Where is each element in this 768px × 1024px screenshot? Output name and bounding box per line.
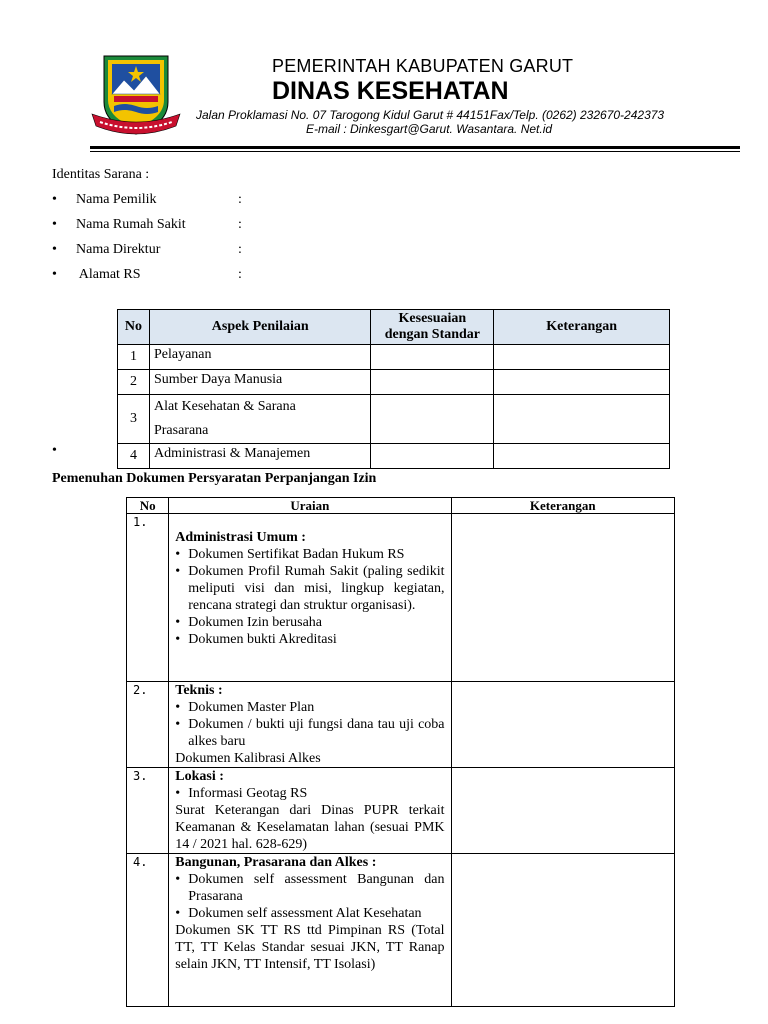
list-item: • Dokumen self assessment Bangunan dan Prasarana [175,872,445,904]
row-number: 1 [118,345,150,370]
uraian-title: Lokasi : [175,769,224,784]
field-label: Nama Pemilik [76,192,157,207]
field-label: Nama Direktur [76,242,161,257]
uraian-cell [169,514,451,682]
row-number: 4 [118,444,150,469]
field-label: Nama Rumah Sakit [76,217,186,232]
kesesuaian-cell[interactable] [371,444,494,469]
table-header-row [118,310,670,345]
bullet: • [52,242,57,257]
bullet: • [175,700,181,715]
uraian-cell [169,768,451,854]
table-row [127,768,675,854]
bullet: • [175,615,181,630]
keterangan-cell[interactable] [494,444,670,469]
document-requirements-table [126,497,675,1007]
bullet: • [175,564,181,579]
list-item: • Dokumen Profil Rumah Sakit (paling sedikit meliputi visi dan misi, lingkup kegiatan, rencana strategi dan struktur organisasi). [175,564,445,613]
table-row [127,854,675,1007]
uraian-cell [169,854,451,1007]
list-item: • Dokumen Master Plan [175,700,315,715]
aspek-cell: Sumber Daya Manusia [149,370,371,395]
keterangan-cell[interactable] [451,682,674,768]
uraian-cell [169,682,451,768]
office-name: DINAS KESEHATAN [272,77,509,105]
table-row [127,514,675,682]
bullet: • [175,547,181,562]
aspek-line: Prasarana [153,423,209,438]
aspek-cell [149,395,371,444]
uraian-text: Dokumen SK TT RS ttd Pimpinan RS (Total TT, TT Kelas Standar sesuai JKN, TT Ranap selain JKN, TT Intensif, TT Isolasi) [175,923,445,972]
uraian-text: Surat Keterangan dari Dinas PUPR terkait Keamanan & Keselamatan lahan (sesuai PMK 14 / 2021 hal. 628-629) [175,803,445,852]
col-header-kesesuaian: Kesesuaian dengan Standar [371,310,494,345]
list-item: • Dokumen self assessment Alat Kesehatan [175,906,422,921]
keterangan-cell[interactable] [451,514,674,682]
uraian-title: Teknis : [175,683,223,698]
letterhead [0,0,768,160]
bullet: • [175,906,181,921]
row-number: 2 [118,370,150,395]
col-header-aspek: Aspek Penilaian [149,310,371,345]
table-row [118,444,670,469]
aspek-line: Alat Kesehatan & Sarana [153,399,296,414]
row-number: 2. [127,682,169,768]
col-header-no: No [118,310,150,345]
bullet: • [175,632,181,647]
uraian-title: Bangunan, Prasarana dan Alkes : [175,855,377,870]
field-colon: : [238,242,242,257]
col-header-no: No [127,498,169,514]
table-row [118,345,670,370]
row-number: 4. [127,854,169,1007]
office-email: E-mail : Dinkesgart@Garut. Wasantara. Net.id [306,122,553,136]
keterangan-cell[interactable] [494,395,670,444]
table-row [118,370,670,395]
bullet: • [175,872,181,887]
field-colon: : [238,267,242,282]
list-item: • Dokumen Sertifikat Badan Hukum RS [175,547,405,562]
col-header-uraian: Uraian [169,498,451,514]
row-number: 3. [127,768,169,854]
table-header-row [127,498,675,514]
bullet: • [52,443,57,458]
table-row [127,682,675,768]
list-item: • Dokumen Izin berusaha [175,615,322,630]
bullet: • [175,717,181,732]
bullet: • [52,267,57,282]
row-number: 1. [127,514,169,682]
keterangan-cell[interactable] [494,345,670,370]
letterhead-rule-thin [90,151,740,152]
col-header-keterangan: Keterangan [494,310,670,345]
kesesuaian-cell[interactable] [371,345,494,370]
keterangan-cell[interactable] [494,370,670,395]
bullet: • [52,217,57,232]
table-row [118,395,670,444]
bullet: • [175,786,181,801]
government-name: PEMERINTAH KABUPATEN GARUT [272,56,574,76]
col-header-keterangan: Keterangan [451,498,674,514]
kesesuaian-cell[interactable] [371,370,494,395]
keterangan-cell[interactable] [451,768,674,854]
kesesuaian-cell[interactable] [371,395,494,444]
office-address: Jalan Proklamasi No. 07 Tarogong Kidul Garut # 44151Fax/Telp. (0262) 232670-242373 [196,108,665,122]
identitas-title: Identitas Sarana : [52,167,150,182]
row-number: 3 [118,395,150,444]
assessment-table [117,309,670,469]
list-item: • Dokumen / bukti uji fungsi dana tau uji coba alkes baru [175,717,445,749]
letterhead-rule-thick [90,146,740,149]
aspek-cell: Pelayanan [149,345,371,370]
bullet: • [52,192,57,207]
list-item: • Informasi Geotag RS [175,786,308,801]
keterangan-cell[interactable] [451,854,674,1007]
aspek-cell: Administrasi & Manajemen [149,444,371,469]
field-colon: : [238,192,242,207]
field-label: Alamat RS [76,267,141,282]
list-item: • Dokumen bukti Akreditasi [175,632,337,647]
garut-emblem-logo [90,48,182,140]
uraian-title: Administrasi Umum : [175,530,306,545]
field-colon: : [238,217,242,232]
section-title: Pemenuhan Dokumen Persyaratan Perpanjangan Izin [52,471,377,486]
uraian-text: Dokumen Kalibrasi Alkes [175,751,321,766]
